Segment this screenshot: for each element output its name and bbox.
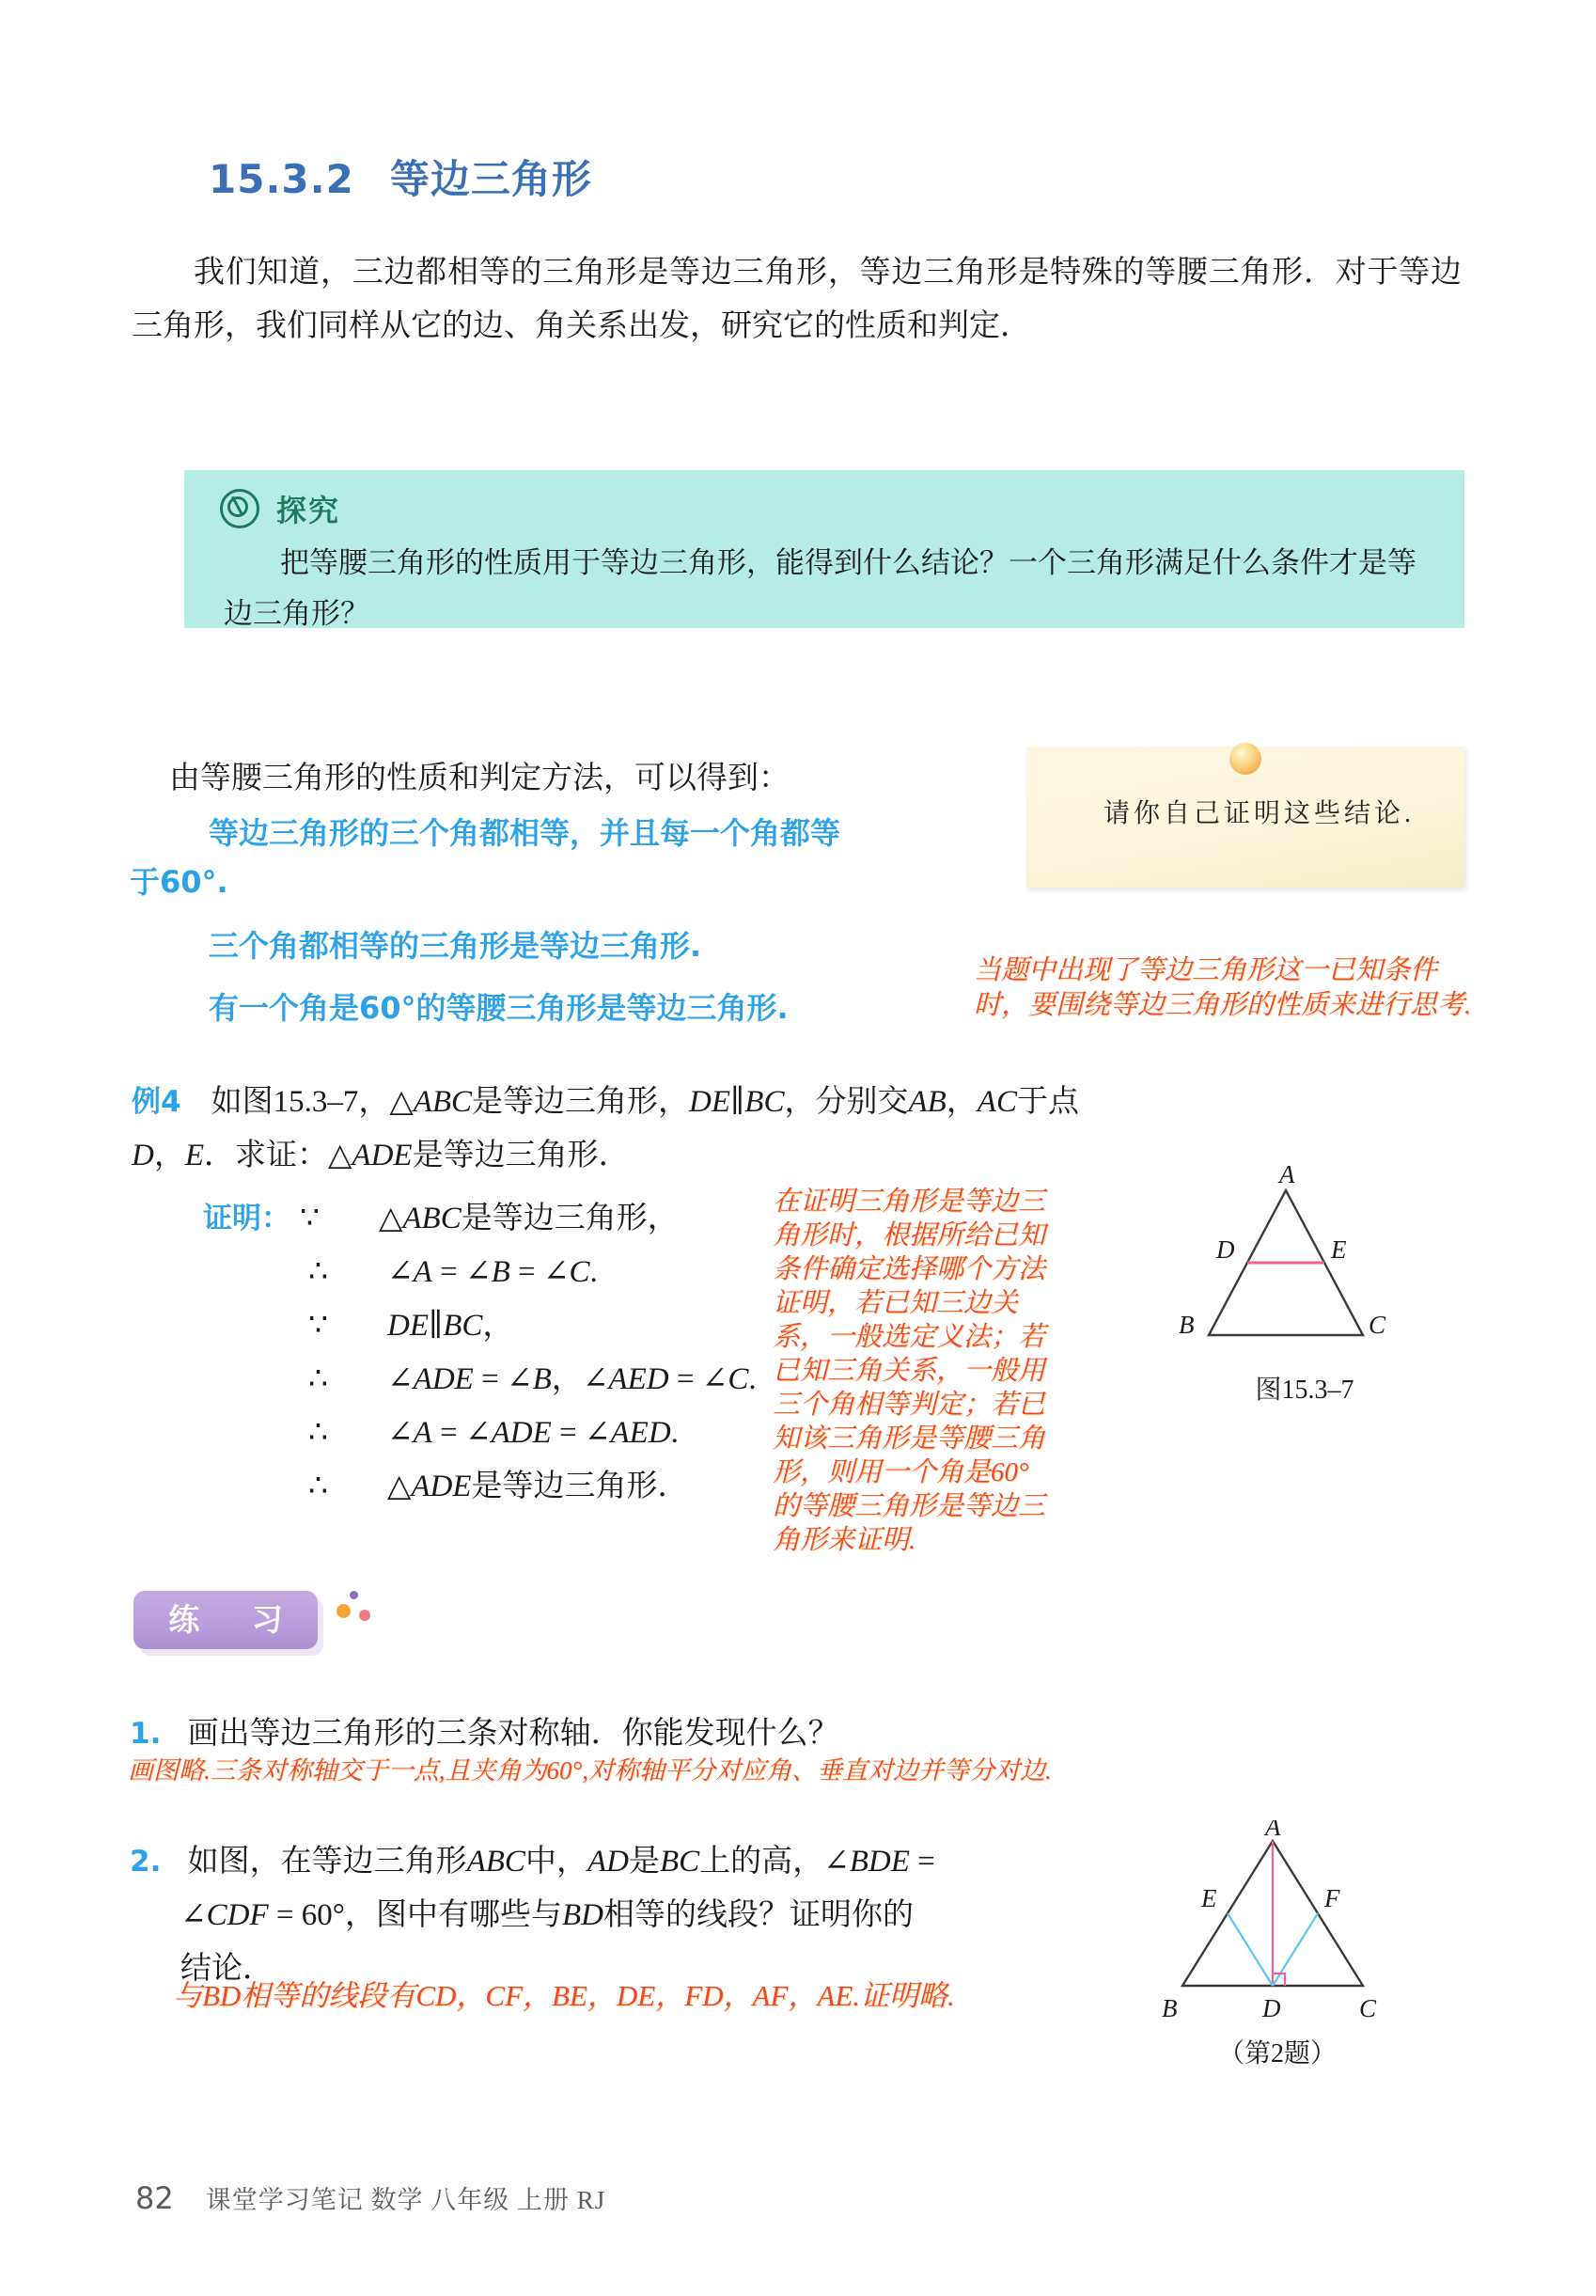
svg-text:D: D	[1262, 1994, 1281, 2022]
blue-statement-1-cont: 于60°.	[130, 864, 228, 900]
footer-text: 课堂学习笔记 数学 八年级 上册 RJ	[205, 2186, 606, 2214]
red-annotation-2: 在证明三角形是等边三角形时，根据所给已知条件确定选择哪个方法证明，若已知三边关系，一般选定义法；若已知三角关系，一般用三个角相等判定；若已知该三角形是等腰三角形，则用一个角是60°的等腰三角形是等边三角形来证明.	[773, 1187, 1046, 1555]
svg-text:C: C	[1369, 1311, 1386, 1339]
red-annotation-1: 当题中出现了等边三角形这一已知条件时，要围绕等边三角形的性质来进行思考.	[974, 955, 1472, 1020]
decor-dot-orange-icon	[336, 1604, 351, 1618]
explore-box	[184, 470, 1464, 628]
svg-text:D: D	[1216, 1235, 1235, 1264]
figure-1-svg	[1154, 1164, 1455, 1399]
proof-block	[203, 1192, 786, 1514]
svg-text:B: B	[1179, 1311, 1195, 1339]
exercise-2-number: 2.	[130, 1845, 162, 1879]
svg-text:C: C	[1359, 1994, 1377, 2022]
proof-body: ∠A = ∠B = ∠C.	[387, 1255, 598, 1289]
proof-body: ∠A = ∠ADE = ∠AED.	[387, 1416, 679, 1450]
example-line2: D，E．求证：△ADE是等边三角形．	[132, 1139, 630, 1172]
explore-label: 探究	[276, 493, 341, 528]
svg-text:E: E	[1201, 1884, 1217, 1912]
proof-row	[203, 1192, 786, 1246]
proof-row	[203, 1353, 786, 1407]
page-footer	[135, 2179, 605, 2216]
exercise-2-line2: ∠CDF = 60°，图中有哪些与BD相等的线段？证明你的	[180, 1898, 914, 1932]
practice-badge	[133, 1591, 318, 1649]
proof-body: △ADE是等边三角形．	[387, 1470, 689, 1503]
figure-15-3-7	[1154, 1164, 1455, 1446]
svg-text:A: A	[1279, 1164, 1295, 1188]
exercise-2-answer: 与BD相等的线段有CD，CF，BE，DE，FD，AF，AE.证明略.	[173, 1979, 955, 2012]
svg-text:E: E	[1331, 1235, 1347, 1264]
sticky-note-text: 请你自己证明这些结论.	[1103, 799, 1416, 828]
exercise-2-line3: 结论．	[180, 1952, 274, 1986]
pin-icon	[1229, 743, 1261, 775]
proof-row	[203, 1460, 786, 1514]
svg-text:B: B	[1162, 1994, 1178, 2022]
exercise-1-number: 1.	[130, 1717, 162, 1751]
derive-lead: 由等腰三角形的性质和判定方法，可以得到：	[169, 762, 790, 795]
explore-text: 把等腰三角形的性质用于等边三角形，能得到什么结论？一个三角形满足什么条件才是等边三角形？	[224, 546, 1416, 630]
section-number: 15.3.2	[209, 156, 354, 202]
exercise-2-line1: 如图，在等边三角形ABC中，AD是BC上的高，∠BDE =	[187, 1845, 935, 1879]
proof-symbol: ∴	[308, 1416, 328, 1450]
proof-body: △ABC是等边三角形，	[379, 1202, 679, 1235]
svg-text:A: A	[1265, 1820, 1281, 1841]
svg-text:F: F	[1324, 1884, 1340, 1912]
exercise-2	[130, 1835, 1079, 1996]
proof-body: DE∥BC，	[387, 1309, 514, 1343]
exercise-1-text: 画出等边三角形的三条对称轴．你能发现什么？	[187, 1717, 839, 1751]
example-tag: 例4	[132, 1085, 181, 1119]
proof-symbol: ∴	[308, 1362, 328, 1396]
proof-body: ∠ADE = ∠B，∠AED = ∠C.	[387, 1362, 757, 1396]
proof-label: 证明：	[203, 1202, 290, 1235]
proof-symbol: ∵	[308, 1309, 328, 1343]
practice-label: 练 习	[168, 1601, 304, 1638]
decor-dot-purple-icon	[350, 1591, 358, 1599]
page-number: 82	[135, 2180, 174, 2216]
blue-statement-1: 等边三角形的三个角都相等，并且每一个角都等	[209, 815, 841, 851]
figure-1-caption: 图15.3–7	[1255, 1376, 1354, 1405]
explore-magnifier-icon	[220, 489, 259, 528]
proof-row	[203, 1246, 786, 1299]
decor-dot-pink-icon	[359, 1610, 370, 1621]
intro-paragraph: 我们知道，三边都相等的三角形是等边三角形，等边三角形是特殊的等腰三角形．对于等边三角形，我们同样从它的边、角关系出发，研究它的性质和判定．	[132, 256, 1462, 343]
proof-symbol: ∵	[300, 1202, 320, 1235]
page-title	[209, 149, 592, 205]
proof-row	[203, 1407, 786, 1460]
exercise-1	[130, 1707, 1258, 1761]
proof-symbol: ∴	[308, 1255, 328, 1289]
exercise-1-answer: 画图略.三条对称轴交于一点,且夹角为60°,对称轴平分对应角、垂直对边并等分对边.	[128, 1756, 1052, 1785]
proof-symbol: ∴	[308, 1470, 328, 1503]
sticky-note	[1026, 747, 1464, 888]
blue-statement-2: 三个角都相等的三角形是等边三角形.	[209, 928, 702, 964]
blue-statement-3: 有一个角是60°的等腰三角形是等边三角形.	[209, 990, 789, 1026]
figure-2-caption: （第2题）	[1217, 2039, 1337, 2068]
explore-header	[220, 487, 340, 530]
section-title-text: 等边三角形	[389, 156, 592, 202]
figure-exercise-2	[1156, 1820, 1466, 2121]
example-line1: 如图15.3–7，△ABC是等边三角形，DE∥BC，分别交AB，AC于点	[211, 1085, 1079, 1119]
proof-row	[203, 1299, 786, 1353]
